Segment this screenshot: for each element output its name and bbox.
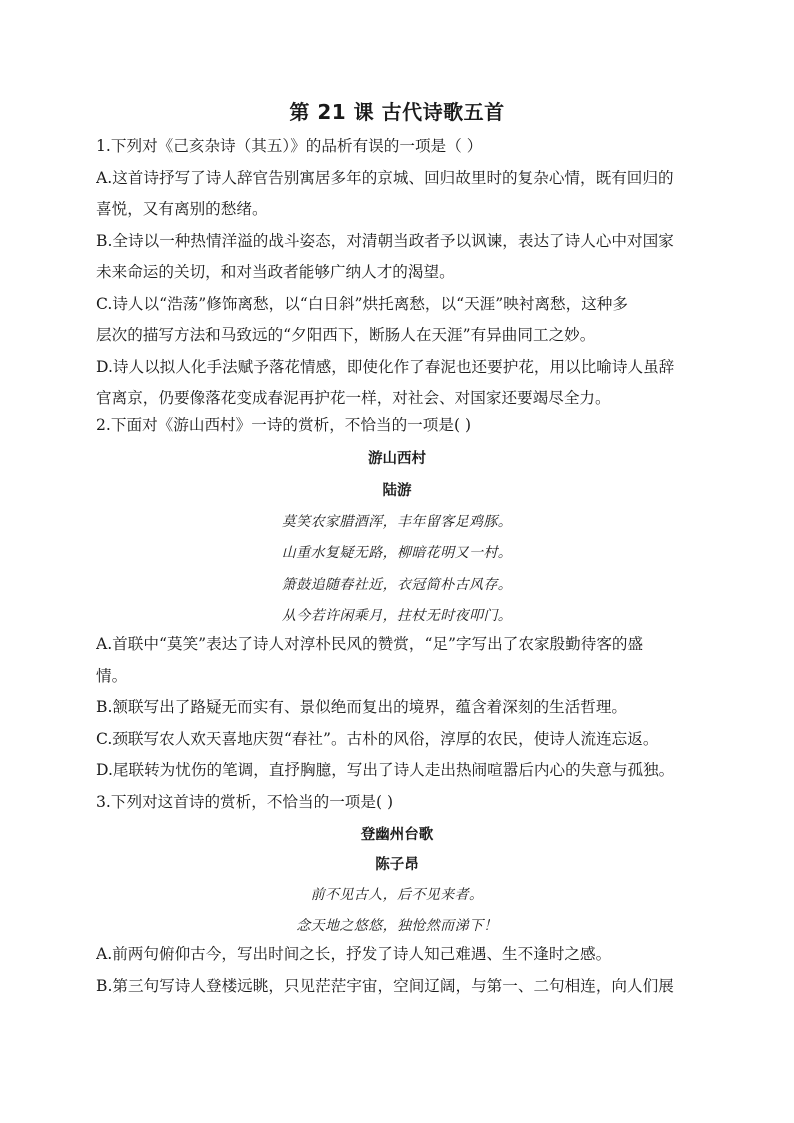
question-1-option-d: D.诗人以拟人化手法赋予落花情感，即使化作了春泥也还要护花，用以比喻诗人虽辞 (96, 357, 675, 376)
lesson-title: 第 21 课 古代诗歌五首 (289, 100, 505, 124)
question-2-stem-block (96, 410, 700, 442)
question-3-option-a: A.前两句俯仰古今，写出时间之长，抒发了诗人知己难遇、生不逢时之感。 (96, 945, 612, 963)
poem-2-title: 游山西村 (368, 450, 426, 467)
question-2-option-a: A.首联中“莫笑”表达了诗人对淳朴民风的赞赏，“足”字写出了农家殷勤待客的盛 (96, 635, 644, 653)
poem-2-line: 从今若许闲乘月，拄杖无时夜叩门。 (281, 608, 513, 624)
poem-3-title: 登幽州台歌 (360, 826, 434, 843)
question-1-option-d-cont: 官离京，仍要像落花变成春泥再护花一样，对社会、对国家还要竭尽全力。 (96, 389, 611, 407)
question-1-stem: 1.下列对《己亥杂诗（其五）》的品析有误的一项是（ ） (96, 137, 483, 155)
question-1-option-a-cont: 喜悦，又有离别的愁绪。 (96, 200, 268, 218)
question-3-stem: 3.下列对这首诗的赏析，不恰当的一项是( ) (96, 792, 394, 811)
question-3-options (96, 939, 700, 1002)
question-2-stem: 2.下面对《游山西村》一诗的赏析，不恰当的一项是( ) (96, 416, 472, 434)
question-1-option-b: B.全诗以一种热情洋溢的战斗姿态，对清朝当政者予以讽谏，表达了诗人心中对国家 (96, 231, 674, 250)
question-1-option-b-cont: 未来命运的关切，和对当政者能够广纳人才的渴望。 (96, 263, 455, 281)
question-1 (96, 131, 700, 415)
question-2-option-c: C.颈联写农人欢天喜地庆贺“春社”。古朴的风俗，淳厚的农民，使诗人流连忘返。 (96, 729, 659, 748)
poem-3-line: 前不见古人，后不见来者。 (310, 887, 484, 903)
poem-2-line: 莫笑农家腊酒浑，丰年留客足鸡豚。 (281, 514, 513, 530)
poem-2-author: 陆游 (382, 482, 412, 499)
poem-2-line: 箫鼓追随春社近，衣冠简朴古风存。 (281, 577, 513, 593)
poem-3-line: 念天地之悠悠，独怆然而涕下！ (296, 918, 498, 934)
question-1-option-a: A.这首诗抒写了诗人辞官告别寓居多年的京城、回归故里时的复杂心情，既有回归的 (96, 168, 674, 187)
question-3-option-b: B.第三句写诗人登楼远眺，只见茫茫宇宙，空间辽阔，与第一、二句相连，向人们展 (96, 976, 674, 995)
poem-3-author: 陈子昂 (375, 856, 419, 873)
question-1-option-c: C.诗人以“浩荡”修饰离愁，以“白日斜”烘托离愁，以“天涯”映衬离愁，这种多 (96, 294, 628, 313)
question-1-option-c-cont: 层次的描写方法和马致远的“夕阳西下，断肠人在天涯”有异曲同工之妙。 (96, 326, 596, 344)
question-2-option-a-cont: 情。 (96, 666, 128, 685)
poem-2-line: 山重水复疑无路，柳暗花明又一村。 (281, 545, 513, 561)
question-2-option-d: D.尾联转为忧伤的笔调，直抒胸臆，写出了诗人走出热闹喧嚣后内心的失意与孤独。 (96, 761, 675, 779)
question-2-options (96, 629, 700, 818)
question-2-option-b: B.颔联写出了路疑无而实有、景似绝而复出的境界，蕴含着深刻的生活哲理。 (96, 698, 628, 716)
